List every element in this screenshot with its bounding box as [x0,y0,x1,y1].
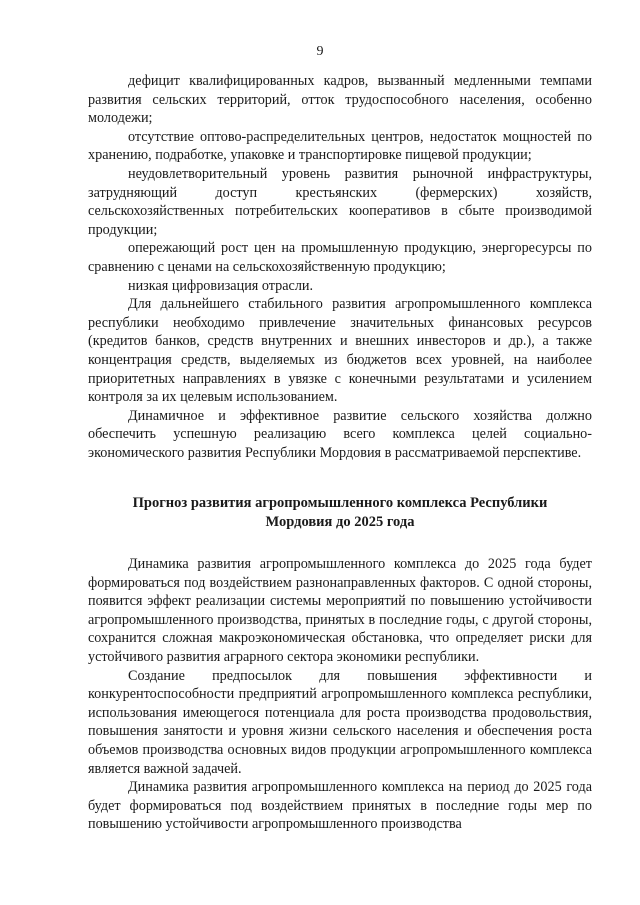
paragraph: отсутствие оптово-распределительных центров, недостаток мощностей по хранению, подработке, упаковке и транспортировке пищевой продукции; [88,128,592,164]
paragraph: Динамичное и эффективное развитие сельского хозяйства должно обеспечить успешную реализацию всего комплекса целей социально-экономического развития Республики Мордовия в рассматриваемой перспективе. [88,407,592,461]
paragraph: неудовлетворительный уровень развития рыночной инфраструктуры, затрудняющий доступ крестьянских (фермерских) хозяйств, сельскохозяйственных потребительских кооперативов в сбыте производимой продукции; [88,165,592,238]
paragraph: опережающий рост цен на промышленную продукцию, энергоресурсы по сравнению с ценами на сельскохозяйственную продукцию; [88,240,592,275]
heading-line: Мордовия до 2025 года [265,514,415,530]
section-heading [88,494,592,532]
page-number: 9 [316,44,324,59]
top-text-block [88,72,592,462]
bottom-text-block [88,555,592,834]
paragraph: Для дальнейшего стабильного развития агропромышленного комплекса республики необходимо привлечение значительных финансовых ресурсов (кредитов банков, средств внутренних и внешних инвесторов и др.), а также концентрация средств, выделяемых из бюджетов всех уровней, на наиболее приоритетных направлениях в увязке с конечными результатами и усилением контроля за их целевым использованием. [88,296,592,406]
paragraph: Динамика развития агропромышленного комплекса до 2025 года будет формироваться под воздействием разнонаправленных факторов. С одной стороны, появится эффект реализации системы мероприятий по повышению устойчивости агропромышленного производства, принятых в последние годы, с другой стороны, сохранится сложная макроэкономическая обстановка, что определяет риски для устойчивого развития аграрного сектора экономики республики. [88,556,592,665]
paragraph: Динамика развития агропромышленного комплекса на период до 2025 года будет формироваться под воздействием принятых в последние годы мер по повышению устойчивости агропромышленного производства [88,779,592,833]
paragraph: Создание предпосылок для повышения эффективности и конкурентоспособности предприятий агропромышленного комплекса республики, использования имеющегося потенциала для роста производства продовольствия, повышения занятости и уровня жизни сельского населения и обеспечения роста объемов производства основных видов продукции агропромышленного комплекса является важной задачей. [88,667,592,777]
heading-line: Прогноз развития агропромышленного комплекса Республики [132,495,548,511]
paragraph: низкая цифровизация отрасли. [128,277,314,294]
paragraph: дефицит квалифицированных кадров, вызванный медленными темпами развития сельских территорий, отток трудоспособного населения, особенно молодежи; [88,73,592,127]
